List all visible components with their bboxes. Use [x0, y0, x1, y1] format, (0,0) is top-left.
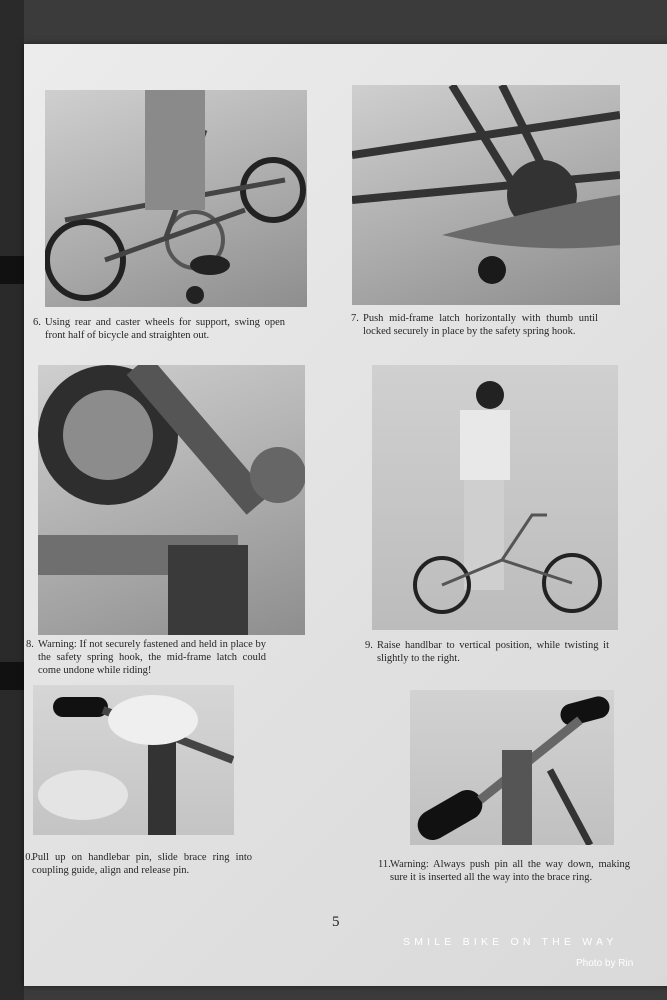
step-number: 10.: [20, 852, 34, 863]
caption-step-11: [378, 858, 630, 884]
caption-step-9: [365, 639, 609, 665]
step-text: Push mid-frame latch horizontally with thumb until locked securely in place by the safety spring hook.: [363, 313, 598, 337]
background-edge: [0, 0, 24, 1000]
caption-step-7: [351, 312, 598, 338]
step-number: 9.: [365, 640, 373, 651]
caption-step-6: [33, 316, 285, 342]
step-number: 6.: [33, 317, 41, 328]
photo-step-10: [33, 685, 234, 835]
caption-step-10: [20, 851, 252, 877]
step-text: Warning: If not securely fastened and held in place by the safety spring hook, the mid-frame latch could come undone while riding!: [38, 639, 266, 676]
page-number: 5: [332, 914, 340, 930]
step-text: Raise handlbar to vertical position, while twisting it slightly to the right.: [377, 640, 609, 664]
step-text: Using rear and caster wheels for support, swing open front half of bicycle and straighten out.: [45, 317, 285, 341]
step-text: Pull up on handlebar pin, slide brace ring into coupling guide, align and release pin.: [32, 852, 252, 876]
photo-step-9: [372, 365, 618, 630]
step-number: 8.: [26, 639, 34, 650]
step-number: 7.: [351, 313, 359, 324]
photo-step-8: [38, 365, 305, 635]
photo-step-7: [352, 85, 620, 305]
photo-credit: Photo by Rin: [576, 958, 634, 969]
watermark-title: SMILE BIKE ON THE WAY: [403, 936, 618, 948]
caption-step-8: [26, 638, 266, 677]
photo-step-11: [410, 690, 614, 845]
photo-step-6: [45, 90, 307, 307]
step-number: 11.: [378, 859, 391, 870]
step-text: Warning: Always push pin all the way down, making sure it is inserted all the way into the brace ring.: [390, 859, 630, 883]
